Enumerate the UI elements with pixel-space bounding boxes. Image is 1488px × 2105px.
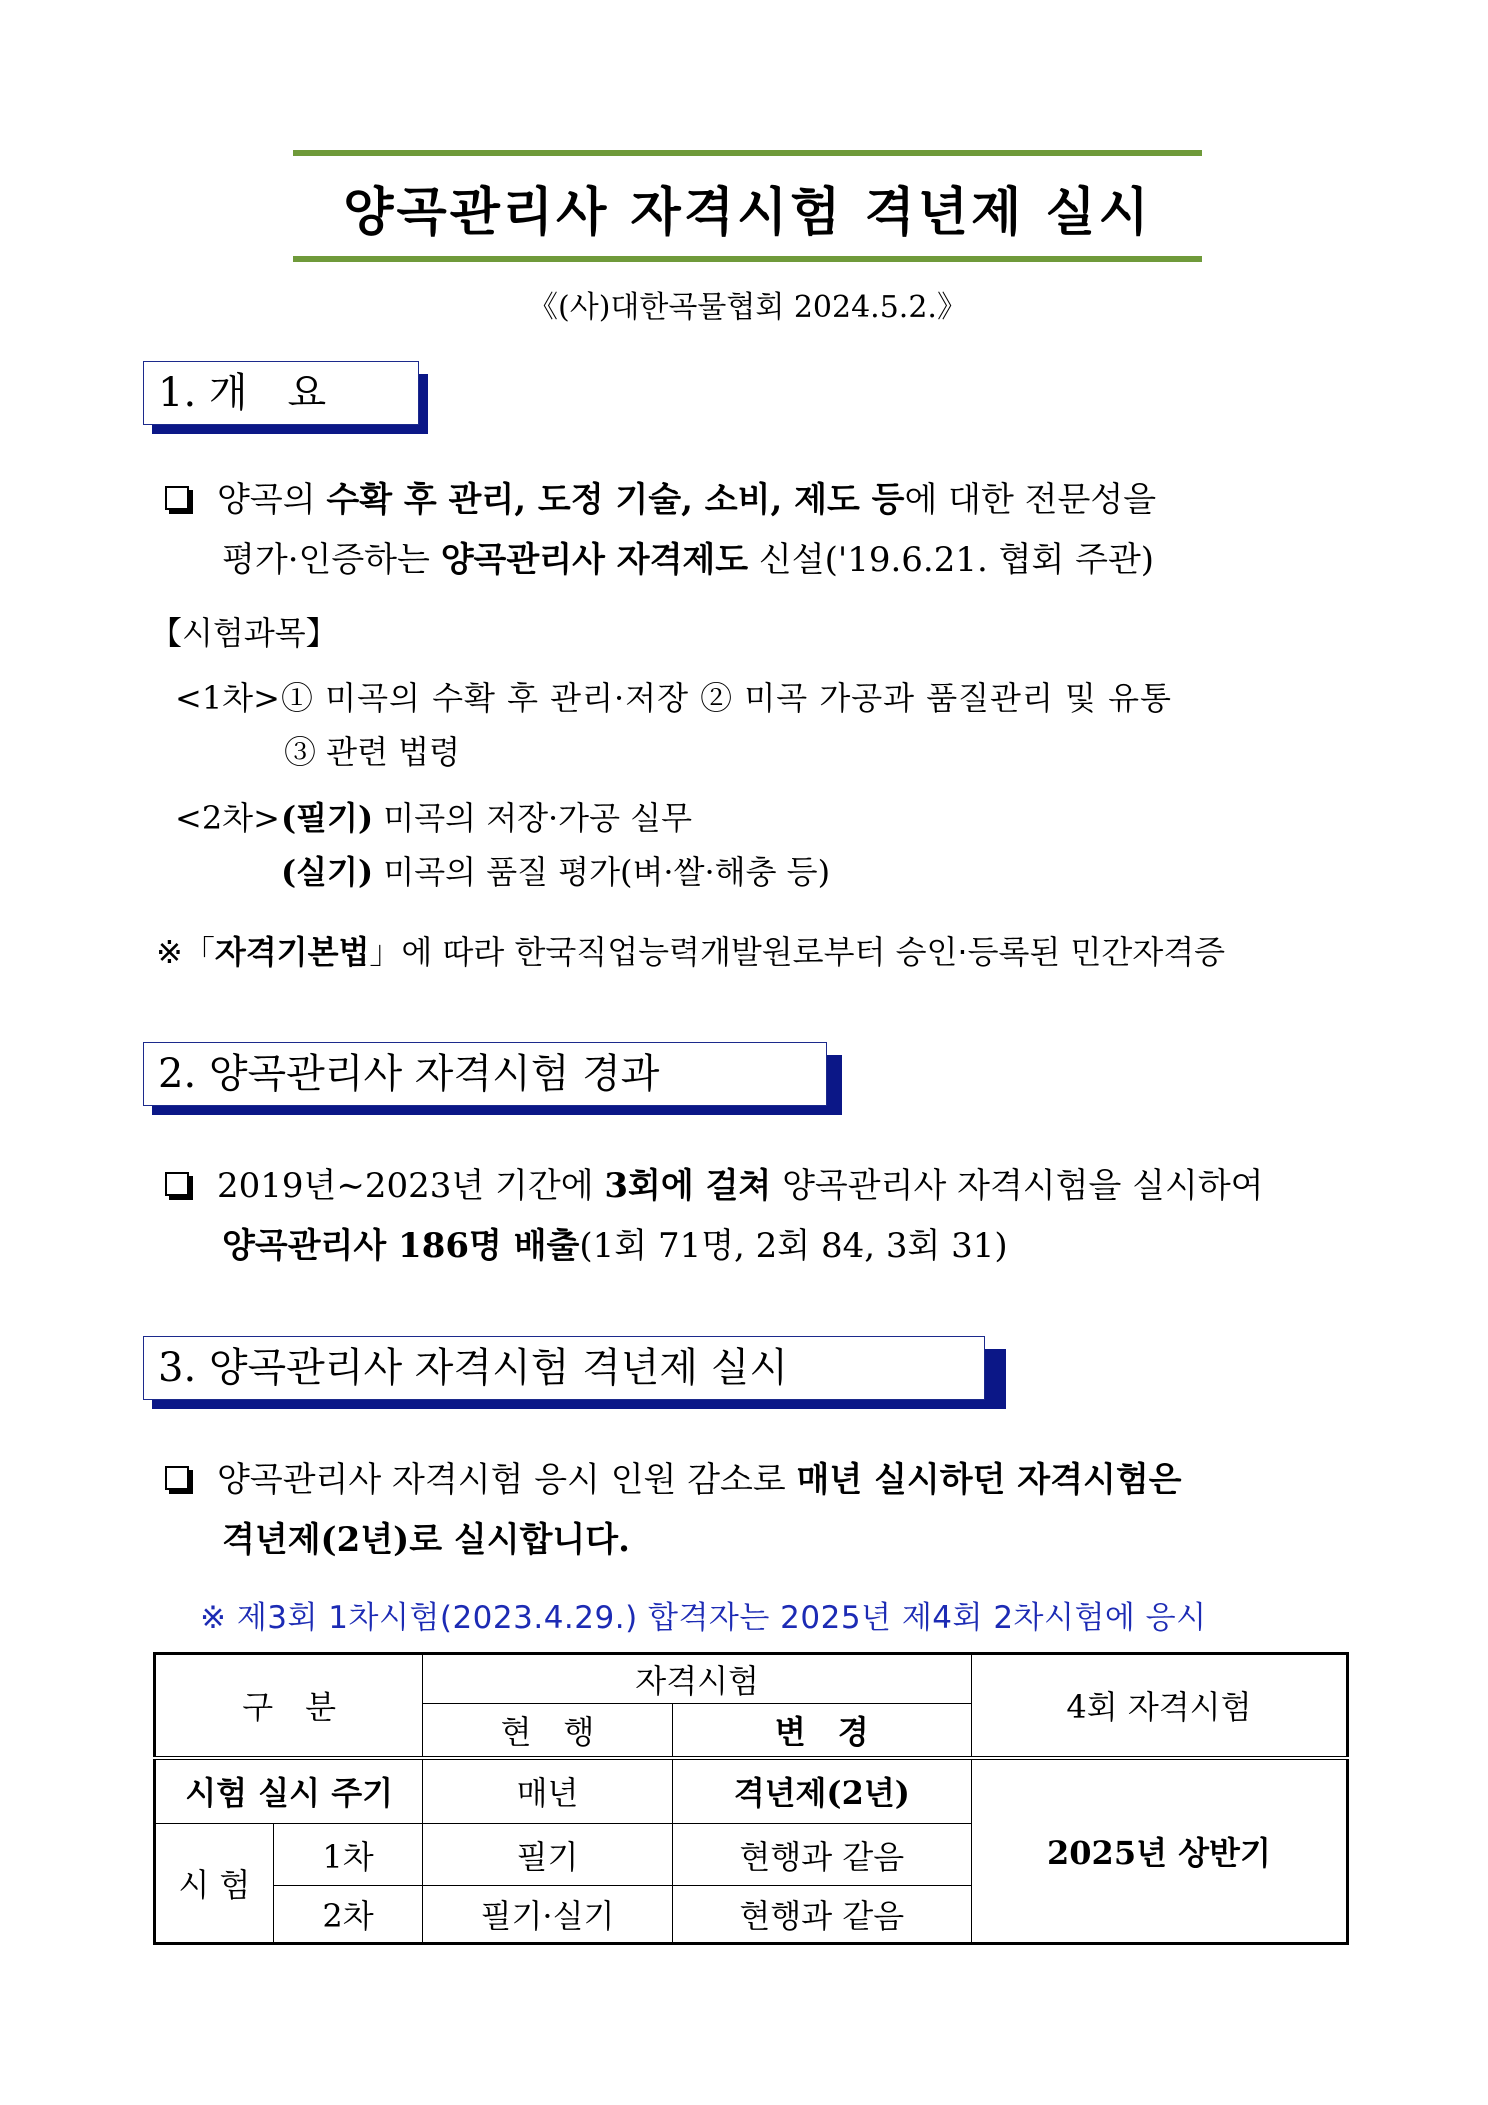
text: ※「 bbox=[156, 933, 215, 971]
section2-heading: 2. 양곡관리사 자격시험 경과 bbox=[143, 1042, 827, 1106]
fourth-exam-value: 2025년 상반기 bbox=[971, 1758, 1347, 1944]
text: 미곡의 품질 평가(벼·쌀·해충 등) bbox=[373, 853, 831, 891]
text: (1회 71명, 2회 84, 3회 31) bbox=[579, 1226, 1008, 1266]
section2-bullet bbox=[165, 1156, 1355, 1216]
first-exam-label: <1차> bbox=[175, 679, 280, 717]
exam-first-label: 1차 bbox=[273, 1824, 423, 1886]
header-current: 현 행 bbox=[423, 1704, 672, 1758]
title-rule-top bbox=[293, 150, 1202, 156]
section1-bullet-line2 bbox=[222, 530, 1352, 590]
text: 에 대한 전문성을 bbox=[904, 480, 1157, 520]
subjects-label: 【시험과목】 bbox=[150, 614, 338, 652]
section3-bullet bbox=[165, 1450, 1355, 1510]
page-title: 양곡관리사 자격시험 격년제 실시 bbox=[343, 183, 1152, 243]
row-cycle-current: 매년 bbox=[423, 1758, 672, 1824]
second-exam-practical bbox=[281, 842, 830, 902]
practical-tag: (실기) bbox=[281, 853, 374, 891]
header-change: 변 경 bbox=[672, 1704, 971, 1758]
first-exam-line2: ③ 관련 법령 bbox=[284, 733, 460, 771]
text: 」에 따라 한국직업능력개발원로부터 승인·등록된 민간자격증 bbox=[369, 933, 1226, 971]
written-tag: (필기) bbox=[281, 799, 374, 837]
law-note bbox=[156, 922, 1225, 982]
section3-bullet-line2 bbox=[222, 1510, 1352, 1570]
checkbox-bullet-icon bbox=[165, 1172, 189, 1196]
bold-text: 양곡관리사 자격제도 bbox=[440, 540, 749, 580]
section1-heading: 1. 개 요 bbox=[143, 361, 419, 425]
text: 미곡의 저장·가공 실무 bbox=[373, 799, 693, 837]
bold-text: 3회에 걸쳐 bbox=[604, 1166, 772, 1206]
exam-row-label: 시 험 bbox=[155, 1824, 274, 1944]
text: 양곡관리사 자격시험 응시 인원 감소로 bbox=[217, 1460, 797, 1500]
text: 평가·인증하는 bbox=[222, 540, 441, 580]
section1-bullet bbox=[165, 470, 1355, 530]
checkbox-bullet-icon bbox=[165, 486, 189, 510]
bold-text: 매년 실시하던 자격시험은 bbox=[796, 1460, 1182, 1500]
title-rule-bottom bbox=[293, 256, 1202, 262]
second-exam-label: <2차> bbox=[175, 799, 280, 837]
exam-second-label: 2차 bbox=[273, 1886, 423, 1944]
exam-first-change: 현행과 같음 bbox=[672, 1824, 971, 1886]
text: 2019년∼2023년 기간에 bbox=[217, 1166, 605, 1206]
text: 양곡의 bbox=[217, 480, 327, 520]
checkbox-bullet-icon bbox=[165, 1466, 189, 1490]
exam-second-current: 필기·실기 bbox=[423, 1886, 672, 1944]
exam-first-current: 필기 bbox=[423, 1824, 672, 1886]
bold-text: 격년제(2년)로 실시합니다. bbox=[222, 1520, 630, 1560]
section3-note: ※ 제3회 1차시험(2023.4.29.) 합격자는 2025년 제4회 2차시험에 응시 bbox=[200, 1600, 1207, 1636]
section3-heading: 3. 양곡관리사 자격시험 격년제 실시 bbox=[143, 1336, 985, 1400]
row-cycle-label: 시험 실시 주기 bbox=[155, 1758, 423, 1824]
page-subtitle: 《(사)대한곡물협회 2024.5.2.》 bbox=[528, 290, 967, 325]
row-cycle-change: 격년제(2년) bbox=[672, 1758, 971, 1824]
bold-text: 수확 후 관리, 도정 기술, 소비, 제도 등 bbox=[326, 480, 905, 520]
bold-text: 양곡관리사 186명 배출 bbox=[222, 1226, 580, 1266]
header-category: 구 분 bbox=[155, 1654, 423, 1758]
text: 신설('19.6.21. 협회 주관) bbox=[748, 540, 1155, 580]
first-exam-line1: ① 미곡의 수확 후 관리·저장 ② 미곡 가공과 품질관리 및 유통 bbox=[281, 679, 1172, 717]
header-fourth-exam: 4회 자격시험 bbox=[971, 1654, 1347, 1758]
exam-schedule-table bbox=[153, 1652, 1349, 1945]
header-exam: 자격시험 bbox=[423, 1654, 972, 1704]
second-exam-written bbox=[281, 788, 692, 848]
section2-bullet-line2 bbox=[222, 1216, 1352, 1276]
bold-text: 자격기본법 bbox=[214, 933, 370, 971]
text: 양곡관리사 자격시험을 실시하여 bbox=[771, 1166, 1264, 1206]
exam-second-change: 현행과 같음 bbox=[672, 1886, 971, 1944]
